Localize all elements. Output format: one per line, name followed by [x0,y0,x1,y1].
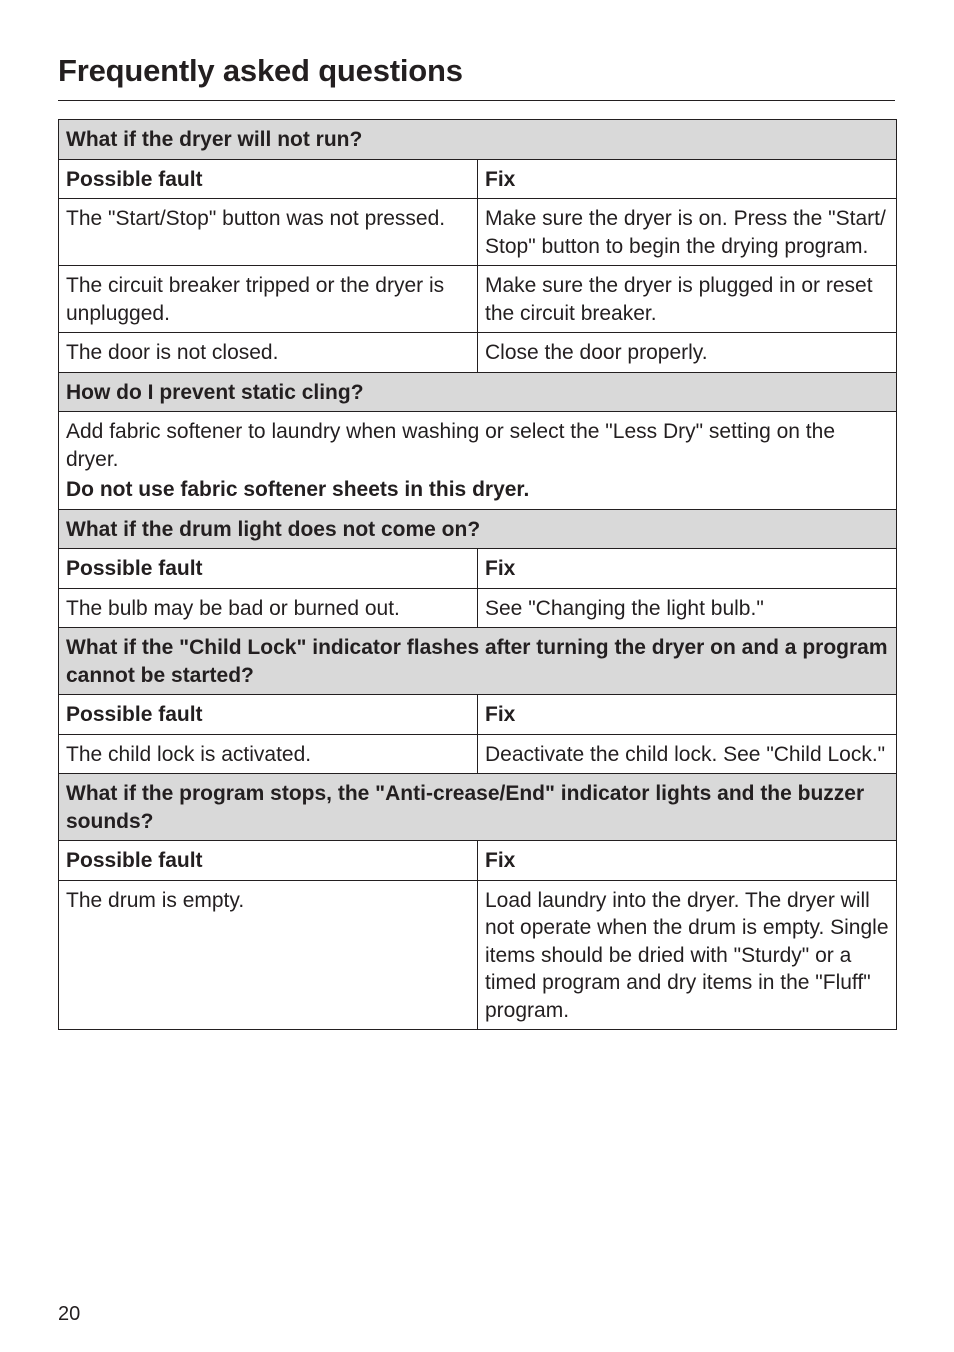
table-row [59,588,897,628]
fix-cell: Load laundry into the dryer. The dryer will not operate when the drum is empty. Single items should be dried with "Sturdy" or a timed program and dry items in the "Fluff" program. [478,880,897,1030]
question-row-dryer-not-run [59,120,897,160]
fault-cell: The "Start/Stop" button was not pressed. [59,199,478,266]
table-row [59,266,897,333]
question-row-drum-light [59,509,897,549]
answer-cell [59,412,897,510]
column-header-row [59,841,897,881]
fault-cell: The bulb may be bad or burned out. [59,588,478,628]
header-fix: Fix [478,549,897,589]
table-row [59,734,897,774]
header-fix: Fix [478,695,897,735]
question-text: What if the dryer will not run? [59,120,897,160]
column-header-row [59,549,897,589]
header-possible-fault: Possible fault [59,159,478,199]
question-text: What if the drum light does not come on? [59,509,897,549]
table-row [59,199,897,266]
fault-cell: The door is not closed. [59,333,478,373]
fault-cell: The drum is empty. [59,880,478,1030]
header-possible-fault: Possible fault [59,549,478,589]
header-possible-fault: Possible fault [59,695,478,735]
table-row [59,880,897,1030]
answer-text: Add fabric softener to laundry when washing or select the "Less Dry" setting on the dryer. [66,420,835,471]
answer-warning: Do not use fabric softener sheets in this dryer. [66,478,530,501]
header-fix: Fix [478,841,897,881]
fault-cell: The child lock is activated. [59,734,478,774]
fix-cell: Make sure the dryer is on. Press the "Start/ Stop" button to begin the drying program. [478,199,897,266]
fix-cell: See "Changing the light bulb." [478,588,897,628]
column-header-row [59,695,897,735]
header-possible-fault: Possible fault [59,841,478,881]
title-divider [58,100,895,101]
question-text: How do I prevent static cling? [59,372,897,412]
fix-cell: Deactivate the child lock. See "Child Lock." [478,734,897,774]
faq-table [58,119,897,1030]
page-title: Frequently asked questions [58,53,463,88]
question-row-child-lock [59,628,897,695]
table-row [59,333,897,373]
fault-cell: The circuit breaker tripped or the dryer is unplugged. [59,266,478,333]
answer-row [59,412,897,510]
question-text: What if the program stops, the "Anti-crease/End" indicator lights and the buzzer sounds? [59,774,897,841]
question-text: What if the "Child Lock" indicator flashes after turning the dryer on and a program cannot be started? [59,628,897,695]
question-row-static-cling [59,372,897,412]
fix-cell: Close the door properly. [478,333,897,373]
header-fix: Fix [478,159,897,199]
page-number: 20 [58,1303,81,1325]
question-row-program-stops [59,774,897,841]
fix-cell: Make sure the dryer is plugged in or reset the circuit breaker. [478,266,897,333]
column-header-row [59,159,897,199]
